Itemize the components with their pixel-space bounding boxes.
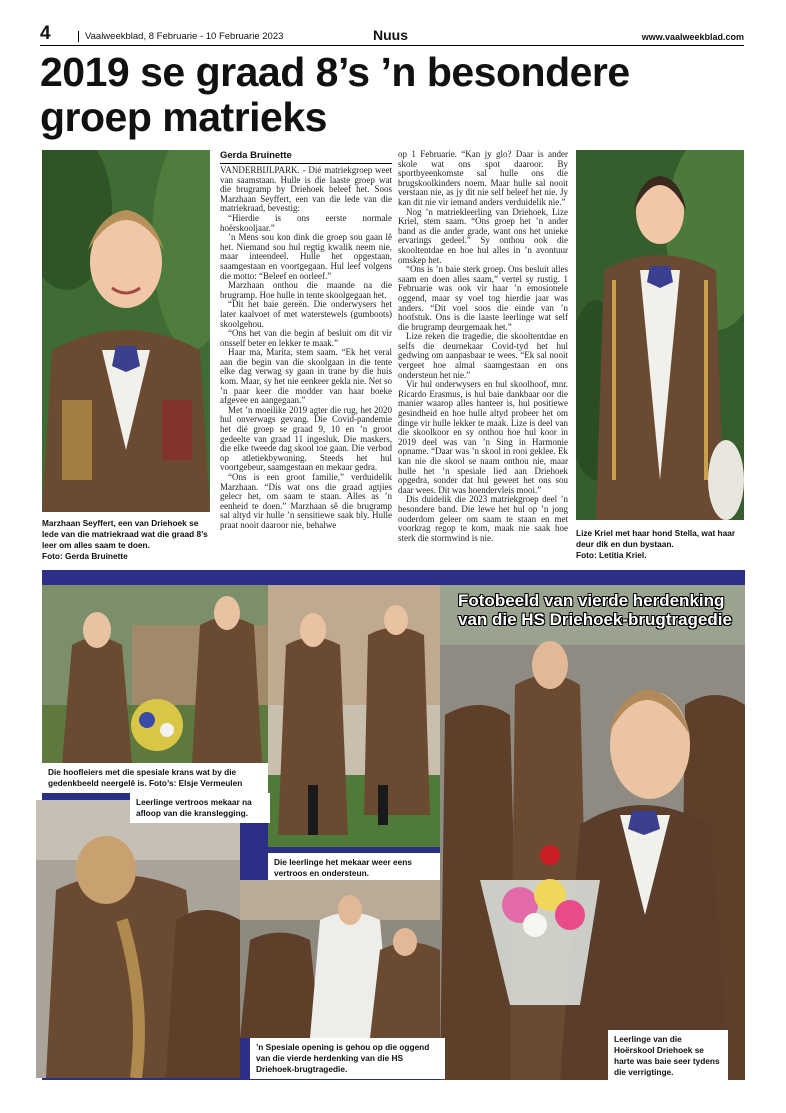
feature-title: Fotobeeld van vierde herdenking van die HS Driehoek-brugtragedie bbox=[458, 591, 732, 629]
caption-lize: Lize Kriel met haar hond Stella, wat haar deur dik en dun bystaan. Foto: Letitia Kriel. bbox=[576, 528, 736, 560]
article-column-2: op 1 Februarie. “Kan jy glo? Daar is ander skole wat ons spot daaroor. By sportbyeenkomste sal hulle ons die brugskoolkinders noem. Maar hulle sal nooit verstaan nie, as jy dit nie self beleef het nie. Jy kan dit nie vir iemand anders verduidelik nie.” Nog ’n matriekleerling van Driehoek, Lize Kriel, stem saam. “Ons groep het ’n ander band as die ander grade, want ons het unieke ervarings gedeel.” Sy onthou ook die skooltentdae en hoe hul alles in ’n avontuur omskep het. “Ons is ’n baie sterk groep. Ons besluit alles saam en doen alles saam,” vertel sy rustig. 1 Februarie was ook vir haar ’n emosionele oggend, maar sy voel tog hierdie jaar was anders. “Dit voel soos die einde van ’n hoofstuk. Ons is die laaste leerlinge wat self die brugramp deurgemaak het.” Lize reken die tragedie, die skooltentdae en selfs die deurnekaar Covid-tyd het hul gedwing om aanpasbaar te wees. “Ek sal nooit vergeet hoe almal saamgestaan en ons ondersteun het nie.” Vir hul onderwysers en hul skoolhoof, mnr. Ricardo Erasmus, is hul baie dankbaar oor die manier waarop alles hanteer is, hul positiewe gesindheid en hoe hulle altyd probeer het om dinge vir hulle lekker te maak. Lize is deel van die skoolkoor en sy onthou hoe hul koor in 2019 deel was van ’n Sing in Harmonie opname. “Daar was ’n skool in rooi geklee. Ek kan nie die skool se naam onthou nie, maar hulle het ’n spesiale lied aan Driehoek opgedra, sonder dat hul geweet het ons sou daar wees. Dit was hoendervleis mooi.” Dis duidelik die 2023 matriekgroep deel ’n besondere band. Die lewe het hul op ’n jong ouderdom geleer om saam te staan en met voorkrag regop te kom, maak nie saak hoe sterk die stormwind is nie. bbox=[398, 150, 568, 543]
photo-wreath bbox=[42, 585, 268, 763]
caption-wreath: Die hoofleiers met die spesiale krans wat by die gedenkbeeld neergelê is. Foto’s: Elsje Vermeulen bbox=[42, 763, 268, 793]
portrait-lize bbox=[576, 150, 744, 520]
page-folio bbox=[40, 23, 744, 46]
caption-embrace: Die leerlinge het mekaar weer eens vertroos en ondersteun. bbox=[268, 853, 440, 883]
photo-flowers bbox=[440, 585, 745, 1080]
caption-opening: ’n Spesiale opening is gehou op die oggend van die vierde herdenking van die HS Driehoek-brugtragedie. bbox=[250, 1038, 445, 1079]
photo-opening bbox=[240, 880, 440, 1038]
headline: 2019 se graad 8’s ’n besondere groep matrieks bbox=[40, 49, 630, 140]
byline: Gerda Bruinette bbox=[220, 150, 392, 164]
page-number: 4 bbox=[40, 23, 51, 44]
photo-console bbox=[36, 800, 240, 1078]
website-link[interactable]: www.vaalweekblad.com bbox=[641, 32, 744, 42]
photo-credit: Foto: Letitia Kriel. bbox=[576, 550, 647, 560]
portrait-marzhaan bbox=[42, 150, 210, 512]
photo-credit: Foto: Gerda Bruinette bbox=[42, 551, 128, 561]
caption-flowers: Leerlinge van die Hoërskool Driehoek se harte was baie seer tydens die verrigtinge. bbox=[608, 1030, 728, 1082]
section-label: Nuus bbox=[373, 27, 408, 43]
publication-date: Vaalweekblad, 8 Februarie - 10 Februarie 2023 bbox=[78, 31, 283, 42]
caption-console: Leerlinge vertroos mekaar na afloop van die kranslegging. bbox=[130, 793, 270, 823]
article-column-1: VANDERBIJLPARK. - Dié matriekgroep weet van saamstaan. Hulle is die laaste groep wat die brugramp by Driehoek beleef het. Soos Marzhaan Seyffert, een van die lede van die matriekraad, bevestig: “Hierdie is ons eerste normale hoërskooljaar.” ’n Mens sou kon dink die groep sou gaan lê het. Niemand sou hul regtig kwalik neem nie, maar inteendeel. Hulle het opgestaan, saamgestaan en voortgegaan. Hul leef volgens die motto: “Beleef en oorleef.” Marzhaan onthou die maande na die brugramp. Hoe hulle in tente skoolgegaan het. “Dit het baie gereën. Die onderwysers het later kaalvoet of met waterstewels (gumboots) skoolgehou. “Ons het van die begin af besluit om dit vir onsself beter en lekker te maak.” Haar ma, Marita, stem saam. “Ek het veral aan die begin van die skoolgaan in die tente elke dag verwag sy gaan in trane by die huis kom. Maar, sy het nie eenkeer gekla nie. Net so ’n paar keer die modder van haar boeke afgevee en aangegaan.” Met ’n moeilike 2019 agter die rug, het 2020 hul onverwags gevang. Die Covid-pandemie het dié groep se graad 9, 10 en ’n groot gedeelte van graad 11 ingesluk. Die maskers, die elke tweede dag skool toe gaan. Die verbod op atletiekbywoning. Steeds het hul voortgebeur, saamgestaan en mekaar gedra. “Ons is een groot familie,” verduidelik Marzhaan. “Dis wat ons die graad agtjies gelecr het, om saam te staan. Alles as ’n eenheid te doen.” Marzhaan sê die brugramp sal altyd vir hulle ’n sensitiewe saak bly. Hulle praat nooit daaroor nie, behalwe bbox=[220, 166, 392, 530]
caption-marzhaan: Marzhaan Seyffert, een van Driehoek se lede van die matriekraad wat die graad 8’s leer om alles saam te doen. Foto: Gerda Bruinette bbox=[42, 518, 208, 561]
photo-embrace bbox=[268, 585, 440, 847]
